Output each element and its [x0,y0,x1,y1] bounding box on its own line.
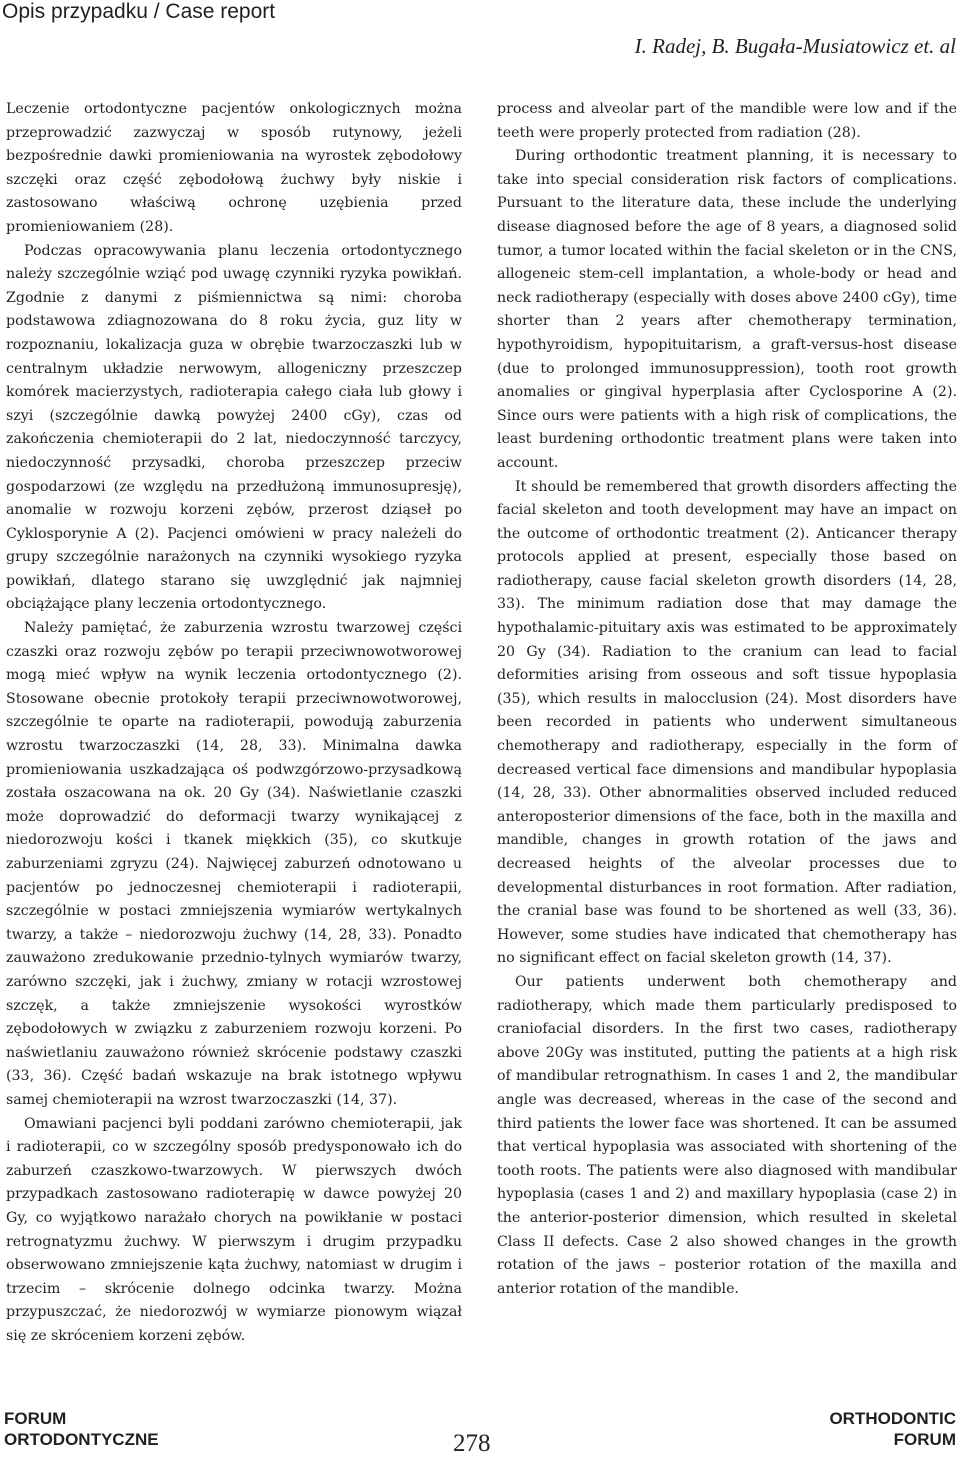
left-paragraph-4: Omawiani pacjenci byli poddani zarówno chemioterapii, jak i radioterapii, co w szczególny sposób predysponowało ich do zaburzeń czaszkowo-twarzowych. W pierwszych dwóch przypadkach zastosowano radioterapię w dawce powyżej 20 Gy, co wyjątkowo narażało chorych na powikłanie w postaci retrognatyzmu żuchwy. W pierwszym i drugim przypadku obserwowano zmniejszenie kąta żuchwy, natomiast w drugim i trzecim – skrócenie dolnego odcinka twarzy. Można przypuszczać, że niedorozwój w wymiarze pionowym wiązał się ze skróceniem korzeni zębów. [6,1115,462,1344]
journal-section-title: Opis przypadku / Case report [2,0,276,23]
footer-journal-name-en [829,1408,956,1450]
left-paragraph-1: Leczenie ortodontyczne pacjentów onkologicznych można przeprowadzić zazwyczaj w sposób rutynowy, jeżeli bezpośrednie dawki promieniowania na wyrostek zębodołowy szczęki oraz część zębodołową żuchwy były niskie i zastosowano właściwą ochronę uzębienia przed promieniowaniem (28). [6,101,462,235]
footer-right-line-1: ORTHODONTIC [829,1409,956,1428]
left-paragraph-3: Należy pamiętać, że zaburzenia wzrostu twarzowej części czaszki oraz rozwoju zębów po terapii przeciwnowotworowej mogą mieć wpływ na wynik leczenia ortodontycznego (2). Stosowane obecnie protokoły terapii przeciwnowotworowej, szczególnie te oparte na radioterapii, powodują zaburzenia wzrostu twarzoczaszki (14, 28, 33). Minimalna dawka promieniowania uszkadzająca oś podwzgórzowo-przysadkową została oszacowana na ok. 20 Gy (34). Naświetlanie czaszki może doprowadzić do deformacji twarzy wynikającej z niedorozwoju kości i tkanek miękkich (35), co skutkuje zaburzeniami zgryzu (24). Najwięcej zaburzeń odnotowano u pacjentów po jednoczesnej chemioterapii i radioterapii, szczególnie w postaci zmniejszenia wymiarów wertykalnych twarzy, a także – niedorozwoju żuchwy (14, 28, 33). Ponadto zauważono zredukowanie przednio-tylnych wymiarów twarzy, zarówno szczęki, jak i żuchwy, zmiany w rotacji wzrostowej szczęk, a także zmniejszenie wysokości wyrostków zębodołowych w związku z zaburzeniem rozwoju korzeni. Po naświetlaniu zauważono również skrócenie podstawy czaszki (33, 36). Część badań wskazuje na brak istotnego wpływu samej chemioterapii na wzrost twarzoczaszki (14, 37). [6,620,462,1108]
left-paragraph-2: Podczas opracowywania planu leczenia ortodontycznego należy szczególnie wziąć pod uwagę czynniki ryzyka powikłań. Zgodnie z danymi z piśmiennictwa są nimi: choroba podstawowa zdiagnozowana do 8 roku życia, guz lity w rozpoznaniu, lokalizacja guza w obrębie twarzoczaszki lub w centralnym układzie nerwowym, allogeniczny przeszczep komórek macierzystych, radioterapia całego ciała lub głowy i szyi (szczególnie dawką powyżej 2400 cGy), czas od zakończenia chemioterapii do 2 lat, niedoczynność tarczycy, niedoczynność przysadki, choroba przeszczep przeciw gospodarzowi (ze względu na przedłużoną immunosupresję), anomalie w rozwoju korzeni zębów, przerost dziąseł po Cyklosporynie A (2). Pacjenci omówieni w pracy należeli do grupy szczególnie narażonych na czynniki wysokiego ryzyka powikłań, dlatego starano się uwzględnić jak najmniej obciążające plany leczenia ortodontycznego. [6,242,462,613]
right-paragraph-2: During orthodontic treatment planning, it is necessary to take into special consideration risk factors of complications. Pursuant to the literature data, these include the underlying disease diagnosed before the age of 8 years, a diagnosed solid tumor, a tumor located within the facial skeleton or in the CNS, allogeneic stem-cell implantation, a whole-body or head and neck radiotherapy (especially with doses above 2400 cGy), time shorter than 2 years after chemotherapy termination, hypothyroidism, hypopituitarism, a graft-versus-host disease (due to prolonged immunosuppression), tooth root growth anomalies or gingival hyperplasia after Cyclosporine A (2). Since ours were patients with a high risk of complications, the least burdening orthodontic treatment plans were taken into account. [497,148,957,471]
footer-right-line-2: FORUM [893,1430,956,1449]
right-paragraph-4: Our patients underwent both chemotherapy and radiotherapy, which made them particularly predisposed to craniofacial disorders. In the first two cases, radiotherapy above 20Gy was instituted, putting the patients at a high risk of mandibular retrognathism. In cases 1 and 2, the mandibular angle was decreased, whereas in the case of the second and third patients the lower face was shortened. It can be assumed that vertical hypoplasia was associated with shortening of the tooth roots. The patients were also diagnosed with mandibular hypoplasia (cases 1 and 2) and maxillary hypoplasia (case 2) in the anterior-posterior dimension, which resulted in skeletal Class II defects. Case 2 also showed changes in the growth rotation of the jaws – posterior rotation of the maxilla and anterior rotation of the mandible. [497,973,957,1297]
authors-line: I. Radej, B. Bugała-Musiatowicz et. al [634,34,956,58]
right-column-english [497,98,957,1301]
right-paragraph-3: It should be remembered that growth disorders affecting the facial skeleton and tooth development may have an impact on the outcome of orthodontic treatment (2). Anticancer therapy protocols applied at present, especially those based on radiotherapy, cause facial skeleton growth disorders (14, 28, 33). The minimum radiation dose that may damage the hypothalamic-pituitary axis was estimated to be approximately 20 Gy (34). Radiation to the cranium can lead to facial deformities arising from osseous and soft tissue hypoplasia (35), which results in malocclusion (24). Most disorders have been recorded in patients who underwent simultaneous chemotherapy and radiotherapy, especially in the form of decreased vertical face dimensions and mandibular hypoplasia (14, 28, 33). Other abnormalities observed included reduced anteroposterior dimensions of the face, both in the maxilla and mandible, changes in growth rotation of the jaws and decreased heights of the alveolar processes due to developmental disturbances in root formation. After radiation, the cranial base was found to be shortened as well (33, 36). However, some studies have indicated that chemotherapy has no significant effect on facial skeleton growth (14, 37). [497,478,957,967]
footer-left-line-2: ORTODONTYCZNE [4,1430,159,1449]
page-number: 278 [453,1430,491,1457]
right-paragraph-1: process and alveolar part of the mandible were low and if the teeth were properly protected from radiation (28). [497,101,957,141]
left-column-polish [6,98,462,1348]
footer-journal-name-pl [4,1408,159,1450]
footer-left-line-1: FORUM [4,1409,67,1428]
